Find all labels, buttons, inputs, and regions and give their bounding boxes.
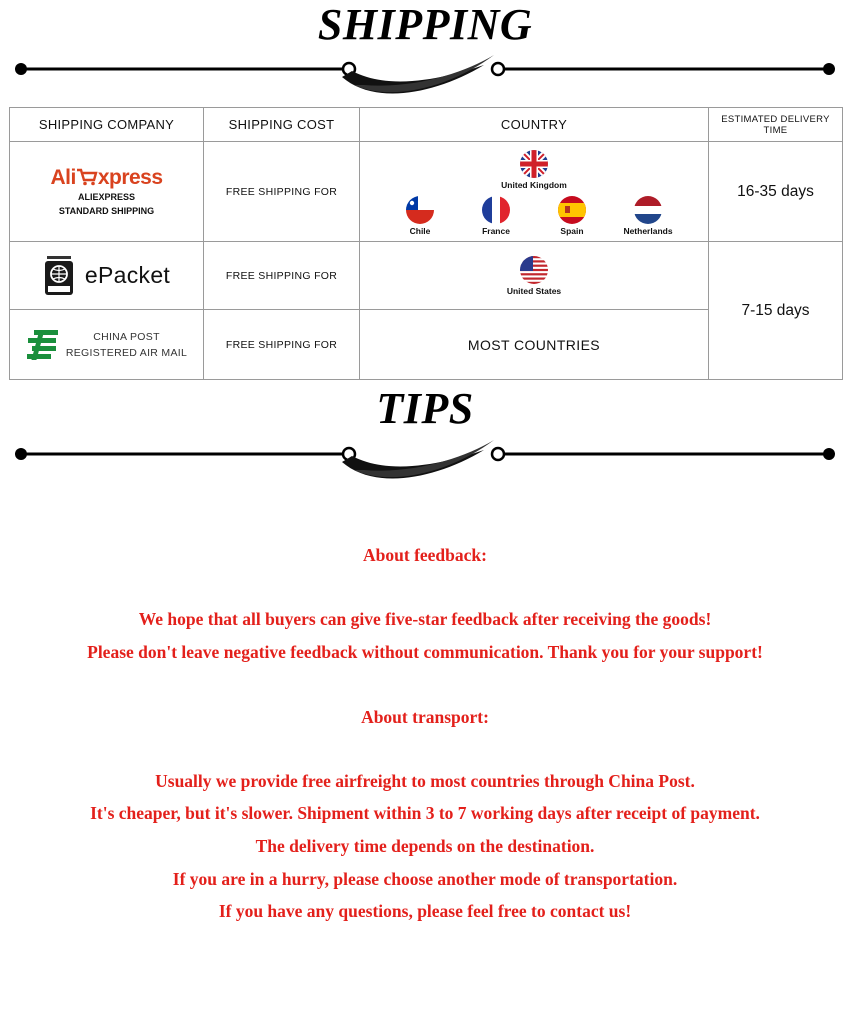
- transport-title: About transport:: [361, 707, 489, 727]
- feedback-line2: Please don't leave negative feedback without communication. Thank you for your support!: [87, 642, 763, 662]
- aliexpress-logo: [10, 166, 203, 190]
- chinapost-cost: FREE SHIPPING FOR: [204, 310, 360, 380]
- usa-flag-icon: [520, 256, 548, 284]
- ornament-divider-icon: [14, 45, 836, 95]
- aliexpress-delivery: 16-35 days: [709, 142, 843, 242]
- transport-line3: The delivery time depends on the destination.: [255, 836, 595, 856]
- header-shipping-cost: SHIPPING COST: [204, 108, 360, 142]
- aliexpress-logo-text-b: xpress: [97, 165, 163, 189]
- chile-flag-icon: [406, 196, 434, 224]
- uk-flag-icon: [520, 150, 548, 178]
- epacket-express-icon: [43, 256, 75, 296]
- tips-heading: TIPS: [376, 384, 474, 433]
- country-spain: Spain: [560, 225, 584, 236]
- aliexpress-cost: FREE SHIPPING FOR: [204, 142, 360, 242]
- epacket-name: ePacket: [84, 262, 171, 288]
- china-post-icon: [26, 328, 60, 362]
- netherlands-flag-icon: [634, 196, 662, 224]
- country-uk: United Kingdom: [501, 179, 567, 190]
- aliexpress-logo-text-a: Ali: [50, 165, 76, 189]
- header-country: COUNTRY: [360, 108, 709, 142]
- country-netherlands: Netherlands: [623, 225, 673, 236]
- spain-flag-icon: [558, 196, 586, 224]
- shipping-heading: SHIPPING: [317, 0, 533, 49]
- epacket-countries-cell: [360, 242, 709, 310]
- aliexpress-company-cell: [10, 142, 204, 242]
- france-flag-icon: [482, 196, 510, 224]
- chinapost-line1: CHINA POST: [93, 330, 160, 343]
- feedback-title: About feedback:: [363, 545, 487, 565]
- epacket-cost: FREE SHIPPING FOR: [204, 242, 360, 310]
- country-chile: Chile: [409, 225, 431, 236]
- chinapost-company-cell: [10, 310, 204, 380]
- ornament-divider-icon: [14, 430, 836, 480]
- transport-line4: If you are in a hurry, please choose another mode of transportation.: [172, 869, 678, 889]
- country-united-states: United States: [506, 285, 562, 296]
- aliexpress-line1: ALIEXPRESS: [77, 191, 135, 202]
- chinapost-line2: REGISTERED AIR MAIL: [65, 346, 188, 359]
- transport-line2: It's cheaper, but it's slower. Shipment within 3 to 7 working days after receipt of payment.: [90, 803, 760, 823]
- chinapost-countries: MOST COUNTRIES: [360, 310, 709, 380]
- transport-line1: Usually we provide free airfreight to most countries through China Post.: [155, 771, 695, 791]
- aliexpress-line2: STANDARD SHIPPING: [58, 205, 155, 216]
- country-france: France: [482, 225, 510, 236]
- epacket-chinapost-delivery: 7-15 days: [709, 242, 843, 380]
- epacket-company-cell: [10, 242, 204, 310]
- shipping-table: [9, 107, 843, 380]
- feedback-line1: We hope that all buyers can give five-star feedback after receiving the goods!: [138, 609, 712, 629]
- aliexpress-countries-cell: [360, 142, 709, 242]
- cart-icon: [76, 168, 98, 186]
- transport-line5: If you have any questions, please feel free to contact us!: [218, 901, 632, 921]
- header-shipping-company: SHIPPING COMPANY: [10, 108, 204, 142]
- header-estimated-delivery: ESTIMATED DELIVERY TIME: [709, 108, 843, 142]
